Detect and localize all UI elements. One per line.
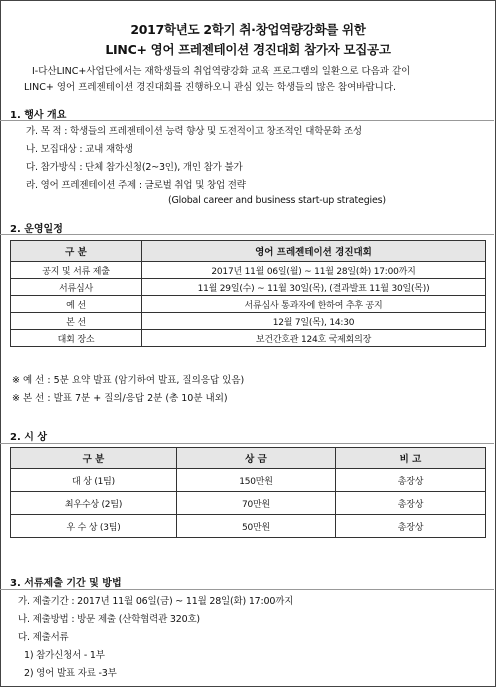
schedule-cell-label: 서류심사 (11, 279, 142, 296)
awards-cell-note: 총장상 (336, 492, 486, 515)
overview-method: 다. 참가방식 : 단체 참가신청(2~3인), 개인 참가 불가 (26, 162, 243, 173)
schedule-cell-label: 본 선 (11, 313, 142, 330)
submission-doc-1: 1) 참가신청서 - 1부 (24, 650, 105, 661)
awards-header-prize: 상 금 (177, 448, 336, 469)
divider (0, 589, 494, 590)
awards-cell-category: 우 수 상 (3팀) (11, 515, 177, 538)
table-row (11, 492, 486, 515)
schedule-cell-value: 12월 7일(목), 14:30 (142, 313, 486, 330)
table-row (11, 262, 486, 279)
awards-cell-prize: 50만원 (177, 515, 336, 538)
schedule-cell-label: 예 선 (11, 296, 142, 313)
awards-header-note: 비 고 (336, 448, 486, 469)
overview-topic: 라. 영어 프레젠테이션 주제 : 글로벌 취업 및 창업 전략 (26, 180, 246, 191)
schedule-cell-value: 서류심사 통과자에 한하여 추후 공지 (142, 296, 486, 313)
schedule-cell-value: 2017년 11월 06일(월) ~ 11월 28일(화) 17:00까지 (142, 262, 486, 279)
submission-documents: 다. 제출서류 (18, 632, 69, 643)
table-row (11, 296, 486, 313)
table-row (11, 515, 486, 538)
divider (0, 234, 494, 235)
section-overview-heading: 1. 행사 개요 (10, 110, 67, 121)
table-row (11, 313, 486, 330)
schedule-header-category: 구 분 (11, 241, 142, 262)
intro-line-2: LINC+ 영어 프레젠테이션 경진대회를 진행하오니 관심 있는 학생들의 많은 참여바랍니다. (24, 82, 397, 93)
section-submission-heading: 3. 서류제출 기간 및 방법 (10, 578, 122, 589)
overview-purpose: 가. 목 적 : 학생들의 프레젠테이션 능력 향상 및 도전적이고 창조적인 대학문화 조성 (26, 126, 362, 137)
schedule-header-event: 영어 프레젠테이션 경진대회 (142, 241, 486, 262)
schedule-cell-label: 대회 장소 (11, 330, 142, 347)
intro-line-1: Ⅰ-다산LINC+사업단에서는 재학생들의 취업역량강화 교육 프로그램의 일환으로 다음과 같이 (32, 66, 411, 77)
schedule-table (10, 240, 486, 347)
submission-method: 나. 제출방법 : 방문 제출 (산학협력관 320호) (18, 614, 200, 625)
schedule-note-prelim: ※ 예 선 : 5분 요약 발표 (암기하여 발표, 질의응답 있음) (12, 375, 245, 386)
submission-period: 가. 제출기간 : 2017년 11월 06일(금) ~ 11월 28일(화) 17:00까지 (18, 596, 294, 607)
schedule-cell-value: 11월 29일(수) ~ 11월 30일(목), (결과발표 11월 30일(목)) (142, 279, 486, 296)
divider (0, 120, 494, 121)
schedule-cell-value: 보건간호관 124호 국제회의장 (142, 330, 486, 347)
awards-cell-prize: 70만원 (177, 492, 336, 515)
awards-cell-category: 대 상 (1팀) (11, 469, 177, 492)
schedule-note-final: ※ 본 선 : 발표 7분 + 질의/응답 2분 (총 10분 내외) (12, 393, 228, 404)
title-line-2: LINC+ 영어 프레젠테이션 경진대회 참가자 모집공고 (105, 42, 391, 57)
overview-topic-english: (Global career and business start-up strategies) (168, 195, 386, 206)
section-schedule-heading: 2. 운영일정 (10, 224, 63, 235)
table-row (11, 469, 486, 492)
awards-table (10, 447, 486, 538)
table-row (11, 279, 486, 296)
awards-header-row (11, 448, 486, 469)
table-row (11, 330, 486, 347)
section-awards-heading: 2. 시 상 (10, 432, 48, 443)
schedule-cell-label: 공지 및 서류 제출 (11, 262, 142, 279)
overview-target: 나. 모집대상 : 교내 재학생 (26, 144, 133, 155)
divider (0, 443, 494, 444)
awards-cell-category: 최우수상 (2팀) (11, 492, 177, 515)
schedule-header-row (11, 241, 486, 262)
title-line-1: 2017학년도 2학기 취·창업역량강화를 위한 (130, 22, 366, 37)
awards-header-category: 구 분 (11, 448, 177, 469)
awards-cell-note: 총장상 (336, 515, 486, 538)
submission-doc-2: 2) 영어 발표 자료 -3부 (24, 668, 117, 679)
awards-cell-note: 총장상 (336, 469, 486, 492)
awards-cell-prize: 150만원 (177, 469, 336, 492)
